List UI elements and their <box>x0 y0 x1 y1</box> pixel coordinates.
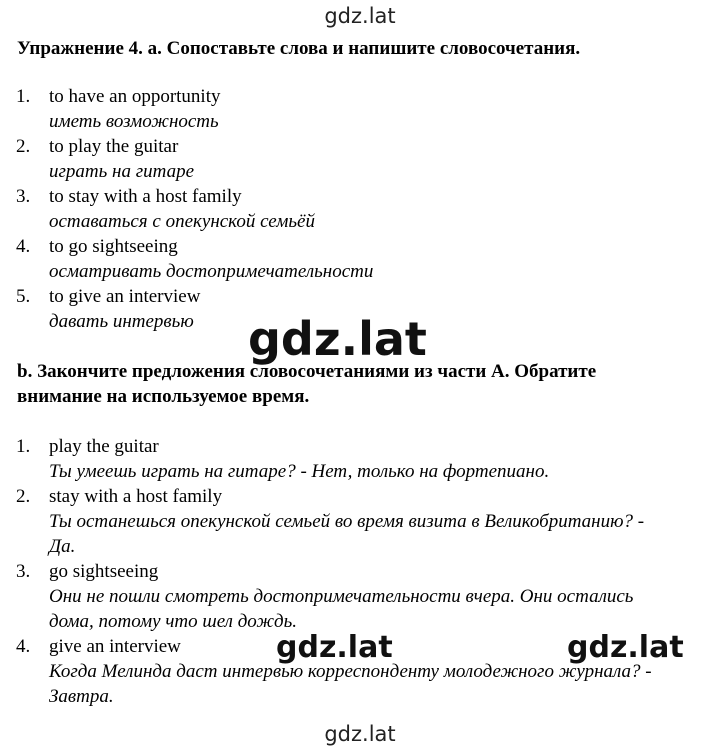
english-phrase: to stay with a host family <box>49 186 242 207</box>
english-phrase: to have an opportunity <box>49 86 221 107</box>
russian-translation: играть на гитаре <box>49 161 195 182</box>
answer-sentence: Когда Мелинда даст интервью корреспонденту молодежного журнала? - <box>49 661 652 682</box>
item-number: 2. <box>16 136 31 157</box>
section-b-title-line1: b. Закончите предложения словосочетаниями из части А. Обратите <box>17 361 597 382</box>
english-phrase: give an interview <box>49 636 181 657</box>
item-number: 2. <box>16 486 31 507</box>
watermark-mid-left: gdz.lat <box>276 630 393 665</box>
russian-translation: иметь возможность <box>49 111 219 132</box>
english-phrase: to go sightseeing <box>49 236 178 257</box>
watermark-center: gdz.lat <box>248 312 427 366</box>
english-phrase: go sightseeing <box>49 561 159 582</box>
item-number: 1. <box>16 86 31 107</box>
answer-sentence: Да. <box>49 536 76 557</box>
item-number: 4. <box>16 636 31 657</box>
english-phrase: to give an interview <box>49 286 201 307</box>
exercise-title: Упражнение 4. а. Сопоставьте слова и напишите словосочетания. <box>17 38 581 59</box>
answer-sentence: Ты умеешь играть на гитаре? - Нет, только на фортепиано. <box>49 461 550 482</box>
watermark-bottom: gdz.lat <box>324 722 396 746</box>
answer-sentence: дома, потому что шел дождь. <box>49 611 298 632</box>
item-number: 3. <box>16 561 31 582</box>
item-number: 3. <box>16 186 31 207</box>
section-b-title-line2: внимание на используемое время. <box>17 386 310 407</box>
english-phrase: play the guitar <box>49 436 159 457</box>
answer-sentence: Завтра. <box>49 686 114 707</box>
russian-translation: давать интервью <box>49 311 194 332</box>
item-number: 5. <box>16 286 31 307</box>
watermark-top: gdz.lat <box>324 4 396 28</box>
english-phrase: to play the guitar <box>49 136 179 157</box>
item-number: 4. <box>16 236 31 257</box>
answer-sentence: Они не пошли смотреть достопримечательности вчера. Они остались <box>49 586 634 607</box>
russian-translation: осматривать достопримечательности <box>49 261 374 282</box>
russian-translation: оставаться с опекунской семьёй <box>49 211 315 232</box>
watermark-mid-right: gdz.lat <box>567 630 684 665</box>
answer-sentence: Ты останешься опекунской семьей во время визита в Великобританию? - <box>49 511 645 532</box>
english-phrase: stay with a host family <box>49 486 223 507</box>
item-number: 1. <box>16 436 31 457</box>
